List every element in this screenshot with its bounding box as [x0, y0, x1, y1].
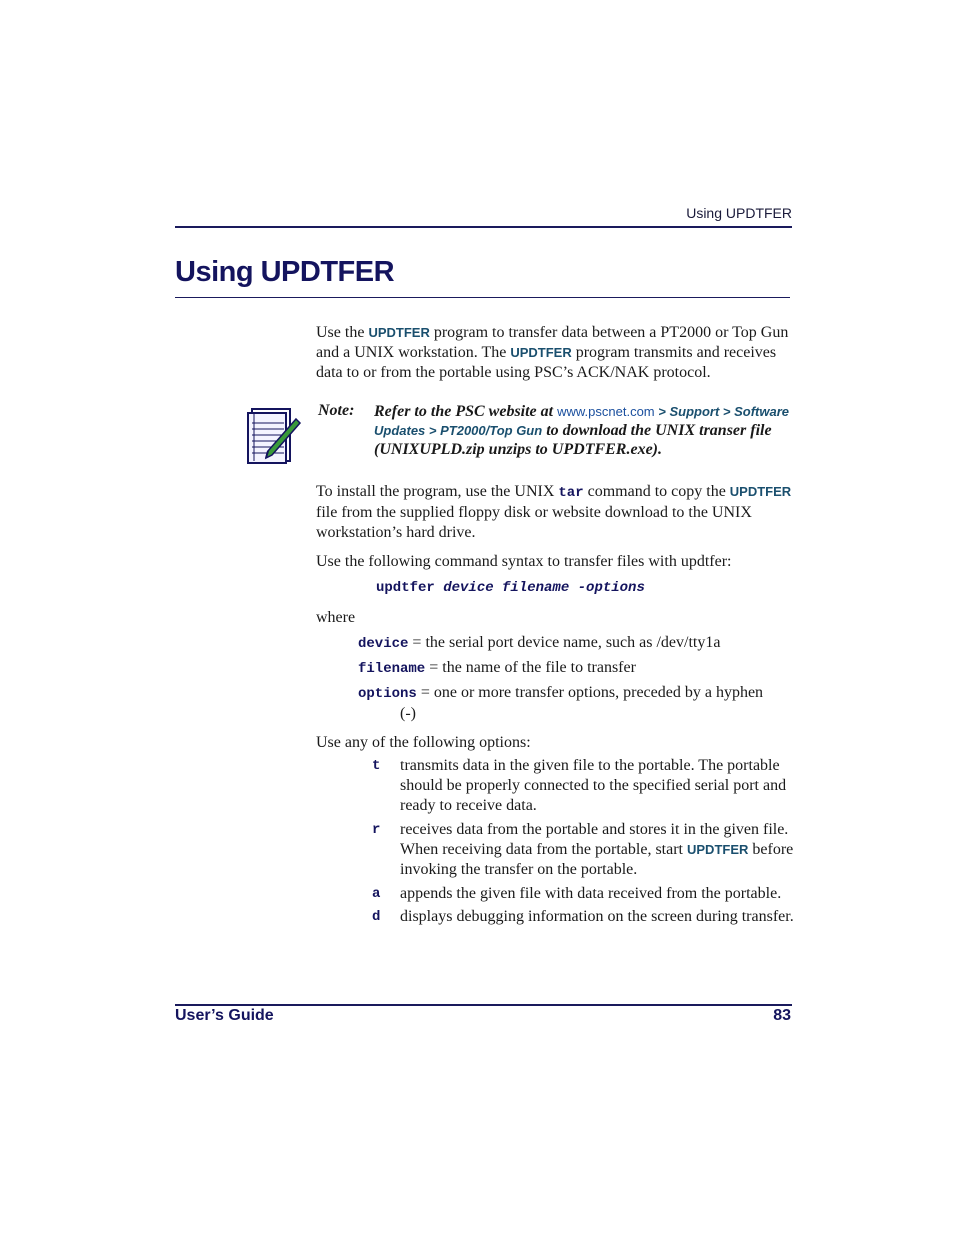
note-text-2: to download the UNIX transer file (UNIXUPLD.zip unzips to UPDTFER.exe). — [374, 422, 772, 458]
install-command: UPDTFER — [729, 484, 792, 499]
command-syntax — [376, 580, 645, 596]
option-desc-d: displays debugging information on the screen during transfer. — [400, 908, 794, 925]
definition-filename — [358, 658, 794, 679]
page-title: Using UPDTFER — [175, 256, 395, 288]
option-letter-a: a — [372, 886, 381, 902]
option-r-command: UPDTFER — [687, 842, 749, 857]
running-header: Using UPDTFER — [686, 205, 792, 221]
where-label: where — [316, 609, 356, 626]
definition-options — [358, 683, 794, 724]
footer-rule — [175, 1004, 792, 1006]
install-paragraph — [316, 482, 792, 543]
definition-desc-continued: (-) — [400, 705, 416, 722]
definition-desc: = the serial port device name, such as /dev/tty1a — [408, 634, 721, 651]
options-intro: Use any of the following options: — [316, 734, 531, 751]
definition-term: options — [358, 686, 417, 702]
install-text-2: command to copy the — [583, 483, 730, 500]
footer-title: User’s Guide — [175, 1007, 274, 1024]
header-rule — [175, 226, 792, 228]
definition-term: device — [358, 636, 409, 652]
intro-text-1: Use the — [316, 324, 369, 341]
page-number: 83 — [773, 1007, 791, 1024]
definition-desc: = one or more transfer options, preceded by a hyphen — [416, 684, 764, 701]
definition-desc: = the name of the file to transfer — [425, 659, 636, 676]
option-desc-t: transmits data in the given file to the portable. The portable should be properly connected to the specified serial port and ready to receive data. — [400, 757, 787, 814]
note-nav-path: > Support > Software Updates > PT2000/Top Gun — [374, 404, 790, 438]
install-text-3: file from the supplied floppy disk or website download to the UNIX workstation’s hard drive. — [316, 504, 752, 541]
definition-device — [358, 633, 794, 654]
option-letter-d: d — [372, 909, 381, 925]
option-letter-r: r — [372, 822, 381, 838]
intro-command-2: UPDTFER — [510, 345, 572, 360]
option-desc-r — [400, 820, 794, 880]
note-text-1: Refer to the PSC website at — [374, 403, 558, 420]
tar-command: tar — [558, 485, 584, 501]
intro-command-1: UPDTFER — [368, 325, 430, 340]
option-letter-t: t — [372, 758, 381, 774]
option-r-text-2: before invoking the transfer on the portable. — [400, 841, 794, 878]
install-text-1: To install the program, use the UNIX — [316, 483, 559, 500]
notepad-pencil-icon — [246, 405, 302, 465]
syntax-arguments: device filename -options — [443, 580, 645, 596]
syntax-command: updtfer — [376, 580, 435, 596]
title-rule — [175, 297, 790, 298]
definition-term: filename — [358, 661, 426, 677]
intro-paragraph — [316, 323, 792, 383]
note-text — [374, 402, 794, 459]
intro-text-3: program transmits and receives data to or from the portable using PSC’s ACK/NAK protocol. — [316, 344, 777, 381]
option-desc-a: appends the given file with data received from the portable. — [400, 885, 782, 902]
syntax-intro: Use the following command syntax to transfer files with updtfer: — [316, 553, 732, 570]
option-r-text-1: receives data from the portable and stores it in the given file. When receiving data from the portable, start — [400, 821, 789, 858]
note-label: Note: — [318, 402, 355, 419]
intro-text-2: program to transfer data between a PT2000 or Top Gun and a UNIX workstation. The — [316, 324, 789, 361]
psc-website-link[interactable]: www.pscnet.com — [557, 404, 655, 419]
